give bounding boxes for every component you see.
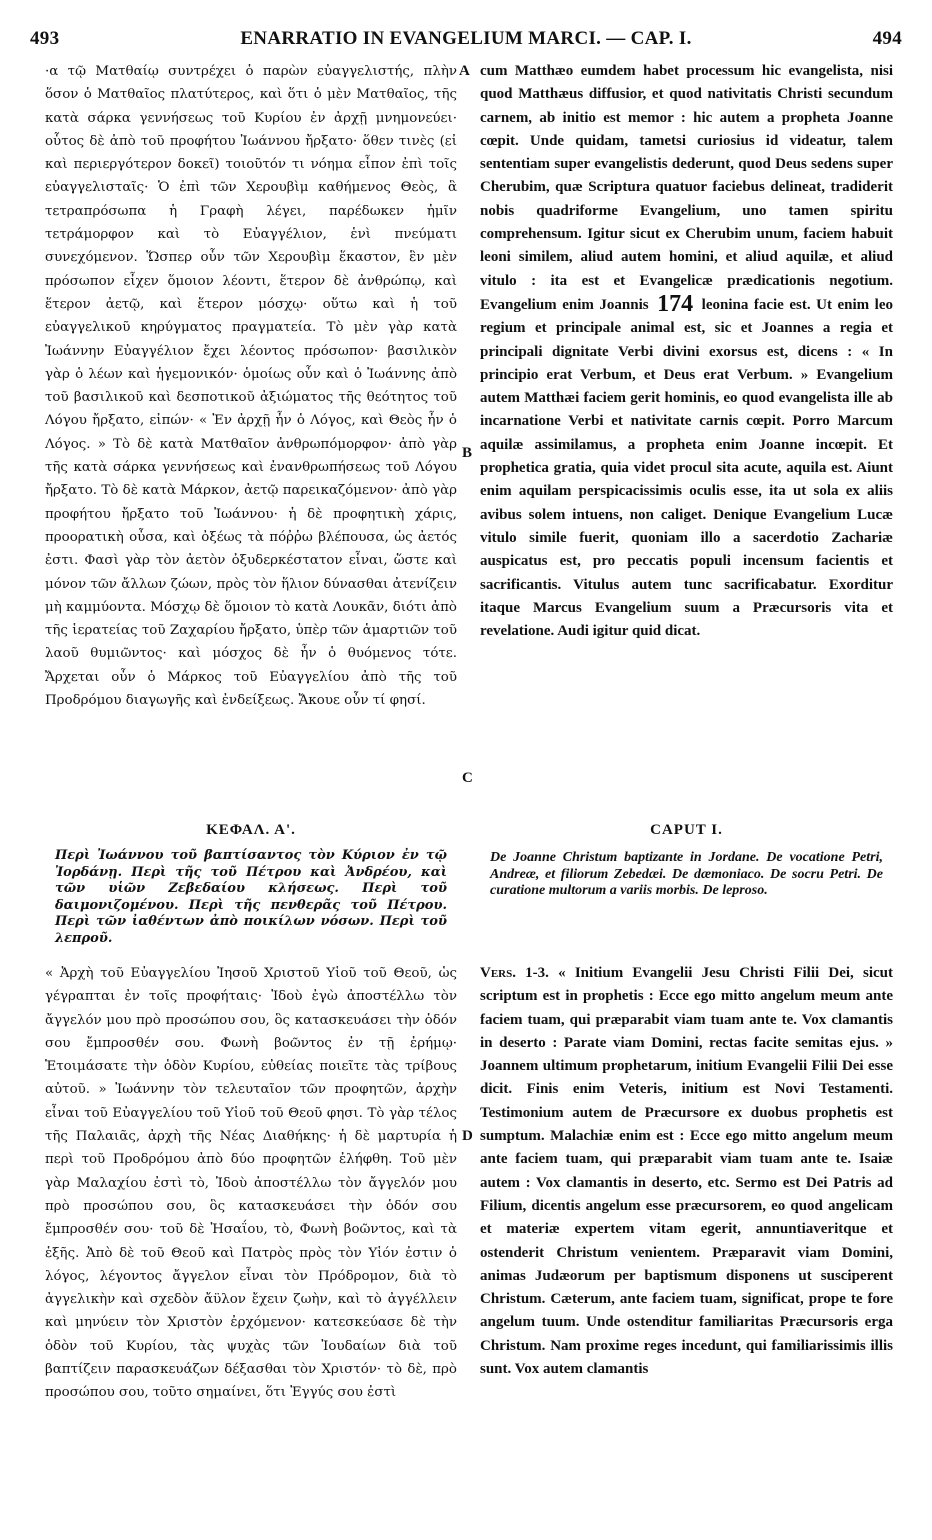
latin-verse-text: « Initium Evangelii Jesu Christi Filii Dei, sicut scriptum est in prophetis : Ecce ego mitto angelum meum ante faciem tuam, qui præparabit viam tuam ante te. Vox clamantis in deserto : Parate viam Domini, rectas facite semitas ejus. » Joannem ultimum prophetarum, initium Evangelii Filii Dei esse dicit. Finis enim Veteris, initium est Novi Testamenti. Testimonium autem de Præcursore ex duobus prophetis est sumptum. Malachiæ enim est : Ecce ego mitto angelum meum ante faciem tuam, qui præparabit viam tuam ante te. Isaiæ autem : Vox clamantis in deserto, etc. Sermo est Dei Patris ad Filium, dicentis angelum esse præcursorem, eo quod angelicam et materiæ expertem vitam egerit, annuntiaveritque et ostenderit Christum venientem. Præparavit viam Domini, animas Judæorum per baptismum disponens ut susciperent Christum. Cæterum, ante faciem tuam, significat, prope te fore angelum tuum. Unde ostenditur familiaritas Præcursoris erga Christum. Nam proxime reges incedunt, qui familiarissimis illis sunt. Vox autem clamantis [480, 965, 893, 1378]
greek-column-bottom [45, 962, 457, 1405]
latin-chapter-heading: CAPUT I. [650, 822, 723, 838]
latin-chapter-summary: De Joanne Christum baptizante in Jordane. De vocatione Petri, Andreæ, et filiorum Zebedæi. De dæmoniaco. De socru Petri. De curatione multorum a variis morbis. De leproso. [490, 850, 883, 898]
latin-intro-part-1: cum Matthæo eumdem habet processum hic evangelista, nisi quod Matthæus diffusior, et quod nativitatis Christi secundum carnem, ab initio est memor : hic autem a propheta Joanne cœpit. Unde quidam, tametsi curiosius id videatur, talem sententiam super evangelistis dederunt, quod Deus sedens super Cherubim, quæ Scriptura quatuor faciebus delineat, tradiderit nobis quadriforme Evangelium, uno tamen spiritu comprehensum. Igitur sicut ex Cherubim unum, faciem habuit leoni similem, aliud autem homini, et aliud aquilæ, et aliud vitulo : ita est et Evangelicæ prædicationis negotium. Evangelium enim Joannis [480, 63, 893, 313]
greek-paragraph-intro: ·α τῷ Ματθαίῳ συντρέχει ὁ παρὼν εὐαγγελιστής, πλὴν ὅσον ὁ Ματθαῖος πλατύτερος, καὶ ὅτι ὁ μὲν Ματθαῖος, τῆς κατὰ σάρκα γεννήσεως τοῦ Κυρίου ἐν ἀρχῇ μνημονεύει· οὗτος δὲ ἀπὸ τοῦ προφήτου Ἰωάννου ἤρξατο· ὅθεν τινὲς (εἰ καὶ περιεργότερον δοκεῖ) τοιοῦτόν τι νόημα εἶπον ἐπὶ τοῖς εὐαγγελισταῖς· Ὁ ἐπὶ τῶν Χερουβὶμ καθήμενος Θεὸς, ἃ τετραπρόσωπα ἡ Γραφὴ λέγει, παρέδωκεν ἡμῖν τετράμορφον καὶ τὸ Εὐαγγέλιον, ἑνὶ πνεύματι συνεχόμενον. Ὥσπερ οὖν τῶν Χερουβὶμ ἕκαστον, ἓν μὲν πρόσωπον εἶχεν ὅμοιον λέοντι, ἕτερον δὲ ἀνθρώπῳ, καὶ ἕτερον ἀετῷ, καὶ ἕτερον μόσχῳ· οὕτω καὶ ἡ τοῦ εὐαγγελικοῦ κηρύγματος πραγματεία. Τὸ μὲν γὰρ κατὰ Ἰωάννην Εὐαγγέλιον ἔχει λέοντος πρόσωπον· βασιλικὸν γὰρ ὁ λέων καὶ ἡγεμονικόν· ὁμοίως οὖν καὶ ὁ Ἰωάννης ἀπὸ τοῦ βασιλικοῦ καὶ δεσποτικοῦ ἀξιώματος τῆς θεότητος τοῦ Λόγου ἤρξατο, εἰπών· « Ἐν ἀρχῇ ἦν ὁ Λόγος, καὶ Θεὸς ἦν ὁ Λόγος. » Τὸ δὲ κατὰ Ματθαῖον ἀνθρωπόμορφον· ἀπὸ γὰρ τῆς κατὰ σάρκα γεννήσεως καὶ ἐνανθρωπήσεως τοῦ Λόγου ἤρξατο. Τὸ δὲ κατὰ Μάρκον, ἀετῷ παρεικαζόμενον· ἀπὸ γὰρ προφήτου ἤρξατο τοῦ Ἰωάννου· ἡ δὲ προφητικὴ χάρις, προορατικὴ οὖσα, καὶ ὀξέως τὰ πόῤῥω βλέπουσα, ὡς ἀετός ἐστι. Φασὶ γὰρ τὸν ἀετὸν ὀξυδερκέστατον εἶναι, ὥστε καὶ μόνον τῶν ἄλλων ζώων, πρὸς τὸν ἥλιον δύνασθαι ἀτενίζειν μὴ καμμύοντα. Μόσχῳ δὲ ὅμοιον τὸ κατὰ Λουκᾶν, διότι ἀπὸ τῆς ἱερατείας τοῦ Ζαχαρίου ἤρξατο, ὑπὲρ τῶν ἁμαρτιῶν τοῦ λαοῦ θυμιῶντος· καὶ μόσχος δὲ ἦν ὁ θυόμενος τότε. Ἄρχεται οὖν ὁ Μάρκος τοῦ Εὐαγγελίου ἀπὸ τῆς τοῦ Προδρόμου διαγωγῆς καὶ ἐνδείξεως. Ἄκουε οὖν τί φησί. [45, 64, 457, 709]
greek-paragraph-verse: « Ἀρχὴ τοῦ Εὐαγγελίου Ἰησοῦ Χριστοῦ Υἱοῦ τοῦ Θεοῦ, ὡς γέγραπται ἐν τοῖς προφήταις· Ἰδοὺ ἐγὼ ἀποστέλλω τὸν ἄγγελόν μου πρὸ προσώπου σου, ὃς κατασκευάσει τὴν ὁδόν σου ἔμπροσθέν σου. Φωνὴ βοῶντος ἐν τῇ ἐρήμῳ· Ἑτοιμάσατε τὴν ὁδὸν Κυρίου, εὐθείας ποιεῖτε τὰς τρίβους αὐτοῦ. » Ἰωάννην τὸν τελευταῖον τῶν προφητῶν, ἀρχὴν εἶναι τοῦ Εὐαγγελίου τοῦ Υἱοῦ τοῦ Θεοῦ φησι. Τὸ γὰρ τέλος τῆς Παλαιᾶς, ἀρχὴ τῆς Νέας Διαθήκης· ἡ δὲ μαρτυρία ἡ περὶ τοῦ Προδρόμου ἀπὸ δύο προφητῶν ἐλήφθη. Τοῦ μὲν γὰρ Μαλαχίου ἐστὶ τὸ, Ἰδοὺ ἀποστέλλω τὸν ἄγγελόν μου πρὸ προσώπου σου, ὃς κατασκευάσει τὴν ὁδόν σου ἔμπροσθέν σου· τοῦ δὲ Ἠσαΐου, τὸ, Φωνὴ βοῶντος, καὶ τὰ ἑξῆς. Ἀπὸ δὲ τοῦ Θεοῦ καὶ Πατρὸς πρὸς τὸν Υἱόν ἐστιν ὁ λόγος, λέγοντος ἄγγελον εἶναι τὸν Πρόδρομον, διὰ τὸ ἀγγελικὴν καὶ σχεδὸν ἄϋλον ἔχειν ζωὴν, καὶ τὸ ἀγγέλλειν καὶ μηνύειν τὸν Χριστὸν ἐρχόμενον· κατεσκεύασε δὲ τὴν ὁδὸν τοῦ Κυρίου, τὰς ψυχὰς τῶν Ἰουδαίων διὰ τοῦ βαπτίζειν παρασκευάζων δέξασθαι τὸν Χριστόν· τὸ δὲ, πρὸ προσώπου σου, τοῦτο σημαίνει, ὅτι Ἐγγύς σου ἐστὶ [45, 966, 457, 1401]
greek-column-top [45, 60, 457, 712]
latin-column-top [480, 60, 893, 643]
page-number-left: 493 [30, 28, 60, 49]
page-number-right: 494 [872, 28, 902, 49]
greek-chapter-summary: Περὶ Ἰωάννου τοῦ βαπτίσαντος τὸν Κύριον ἐν τῷ Ἰορδάνῃ. Περὶ τῆς τοῦ Πέτρου καὶ Ἀνδρέου, καὶ τῶν υἱῶν Ζεβεδαίου κλήσεως. Περὶ τοῦ δαιμονιζομένου. Περὶ τῆς πενθερᾶς τοῦ Πέτρου. Περὶ τῶν ἰαθέντων ἀπὸ ποικίλων νόσων. Περὶ τοῦ λεπροῦ. [55, 848, 447, 946]
margin-letter-d: D [462, 1128, 473, 1144]
latin-column-bottom [480, 962, 893, 1381]
latin-intro-part-2: leonina facie est. Ut enim leo regium et principale animal est, sic et Joannes a regia et principali dignitate Verbi divini exorsus est, dicens : « In principio erat Verbum, et Deus erat Verbum. » Evangelium autem Matthæi faciem gerit hominis, eo quod evangelista ille ab incarnatione Verbi et nativitate carnis cœpit. Porro Marcum aquilæ assimilamus, a propheta enim Joanne incœpit. Et prophetica gratia, quia videt procul sita acute, aquila est. Aiunt enim aquilam perspicacissimis oculis esse, ita ut sola ex aliis avibus solem intuens, non caliget. Denique Evangelium Lucæ vitulo simile fuerit, quoniam illo a sacerdotio Zachariæ auspicatus est, pro peccatis populi incensum facientis et sacrificantis. Vitulus autem tunc sacrificabatur. Exorditur itaque Marcus Evangelium suum a Præcursoris vita et revelatione. Audi igitur quid dicat. [480, 296, 894, 640]
margin-letter-a: A [459, 63, 470, 79]
running-title: ENARRATIO IN EVANGELIUM MARCI. — CAP. I. [240, 28, 692, 49]
latin-paragraph-intro [480, 60, 893, 643]
page-header [30, 28, 902, 58]
latin-chapter-summary-block [480, 850, 893, 900]
margin-letter-b: B [462, 445, 473, 461]
margin-letter-c: C [462, 770, 473, 786]
column-number: 174 [657, 290, 694, 317]
greek-chapter-heading: ΚΕΦΑΛ. Α'. [206, 822, 296, 838]
greek-chapter-summary-block [45, 848, 457, 947]
verse-label: Vers. 1-3. [480, 965, 549, 981]
latin-paragraph-verse [480, 962, 893, 1381]
